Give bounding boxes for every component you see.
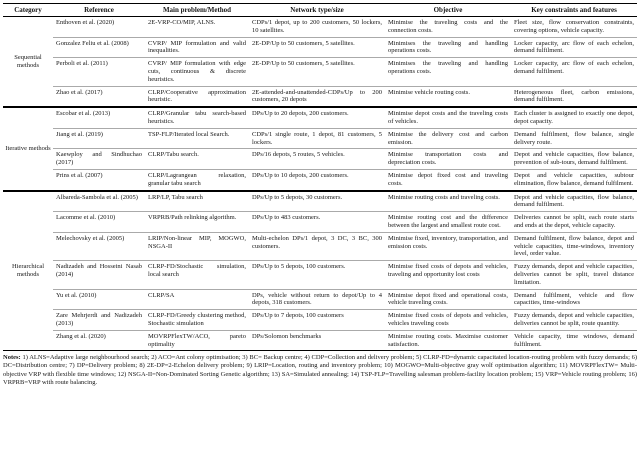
network-cell: DPs/Up to 20 depots, 200 customers.	[252, 110, 349, 118]
objective-cell: Minimises the traveling and handling operations costs.	[385, 37, 511, 58]
group-iterative-methods	[3, 107, 637, 190]
notes-label: Notes:	[3, 354, 21, 362]
reference-cell: Lacomme et al. (2010)	[53, 212, 145, 233]
network-cell: DPs/Up to 7 depots, 100 customers	[249, 310, 385, 331]
objective-cell: Minimises the traveling and handling operations costs.	[385, 58, 511, 86]
constraints-cell: Fuzzy demands, depot and vehicle capacities, deliveries cannot be split, travel distance limitation.	[511, 261, 637, 289]
method-cell: CLRP/SA	[145, 289, 249, 310]
category-cell: Hierarchical methods	[11, 263, 45, 278]
table-row	[3, 17, 637, 38]
network-cell: DPs/Up to 5 depots, 100 customers.	[249, 261, 385, 289]
constraints-cell: Fuzzy demands, depot and vehicle capacities, deliveries cannot be split, route quantity.	[511, 310, 637, 331]
objective-cell: Minimise fixed costs of depots and vehicles, vehicles traveling costs	[385, 310, 511, 331]
table-header-row	[3, 4, 637, 17]
table-row	[3, 191, 637, 212]
literature-review-table	[3, 3, 637, 351]
objective-cell: Minimise routing costs and traveling costs.	[388, 193, 500, 201]
category-cell: Iterative methods	[5, 145, 51, 152]
reference-cell: Albareda-Sambola et al. (2005)	[56, 193, 138, 201]
table-row	[3, 107, 637, 128]
constraints-cell: Locker capacity, arc flow of each echelon, demand fulfilment.	[511, 37, 637, 58]
table-row	[3, 310, 637, 331]
reference-cell: Zhang et al. (2020)	[53, 330, 145, 351]
header-objective: Objective	[385, 4, 511, 17]
network-cell: DPs, vehicle without return to depot/Up to 4 depots, 318 customers.	[249, 289, 385, 310]
table-row	[3, 128, 637, 149]
reference-cell: Prins et al. (2007)	[53, 170, 145, 191]
method-cell: CLRP/Tabu search.	[145, 149, 249, 170]
reference-cell: Yu et al. (2010)	[53, 289, 145, 310]
header-network-type-size: Network type/size	[249, 4, 385, 17]
constraints-cell: Demand fulfilment, vehicle and flow capacities, time-windows	[511, 289, 637, 310]
table-row	[3, 58, 637, 86]
group-sequential-methods	[3, 17, 637, 108]
objective-cell: Minimise depot fixed cost and traveling costs.	[385, 170, 511, 191]
network-cell: DPs/16 depots, 5 routes, 5 vehicles.	[249, 149, 385, 170]
constraints-cell: Heterogeneous fleet, carbon emissions, demand fulfilment.	[511, 86, 637, 107]
objective-cell: Minimise the traveling costs and the connection costs.	[388, 19, 508, 34]
network-cell: DPs/Solomon benchmarks	[249, 330, 385, 351]
method-cell: TSP-FLP/Iterated local Search.	[145, 128, 249, 149]
table-notes	[3, 354, 637, 387]
constraints-cell: Locker capacity, arc flow of each echelon, demand fulfilment.	[511, 58, 637, 86]
method-cell: LRIP/Non-linear MIP, MOGWO, NSGA-II	[145, 232, 249, 260]
reference-cell: Perboli et al. (2011)	[53, 58, 145, 86]
reference-cell: Enthoven et al. (2020)	[56, 19, 115, 27]
constraints-cell: Vehicle capacity, time windows, demand fulfilment.	[511, 330, 637, 351]
reference-cell: Jiang et al. (2019)	[53, 128, 145, 149]
reference-cell: Zare Mehrjerdi and Nadizadeh (2013)	[53, 310, 145, 331]
network-cell: DPs/Up to 5 depots, 30 customers.	[252, 193, 343, 201]
objective-cell: Minimise vehicle routing costs.	[385, 86, 511, 107]
network-cell: 2E-DP/Up to 50 customers, 5 satellites.	[249, 58, 385, 86]
network-cell: CDPs/1 single route, 1 depot, 81 customers, 5 lockers.	[249, 128, 385, 149]
reference-cell: Kaewploy and Sindhuchao (2017)	[53, 149, 145, 170]
constraints-cell: Depot and vehicle capacities, subtour elimination, flow balance, demand fulfilment.	[511, 170, 637, 191]
method-cell: CLRP/Granular tabu search-based heuristics.	[148, 110, 246, 126]
method-cell: CLRP/Lagrangean relaxation, granular tabu search	[145, 170, 249, 191]
constraints-cell: Depot and vehicle capacities, flow balance, demand fulfilment.	[514, 193, 634, 209]
table-row	[3, 261, 637, 289]
network-cell: 2E-DP/Up to 50 customers, 5 satellites.	[249, 37, 385, 58]
constraints-cell: Demand fulfilment, flow balance, depot and vehicle capacities, time-windows, inventory level, order value.	[511, 232, 637, 260]
objective-cell: Minimise routing costs. Maximise customer satisfaction.	[385, 330, 511, 351]
method-cell: CVRP/ MIP formulation and valid inequalities.	[145, 37, 249, 58]
header-main-problem-method: Main problem/Method	[145, 4, 249, 17]
objective-cell: Minimise transportation costs and depreciation costs.	[385, 149, 511, 170]
header-reference: Reference	[53, 4, 145, 17]
reference-cell: Gonzalez Feliu et al. (2008)	[53, 37, 145, 58]
method-cell: CLRP-FD/Greedy clustering method, Stochastic simulation	[145, 310, 249, 331]
table-row	[3, 86, 637, 107]
reference-cell: Melechovsky et al. (2005)	[53, 232, 145, 260]
constraints-cell: Depot and vehicle capacities, flow balance, prevention of sub-tours, demand fulfilment.	[511, 149, 637, 170]
objective-cell: Minimise depot costs and the traveling costs of vehicles.	[388, 110, 508, 126]
network-cell: DPs/Up to 483 customers.	[249, 212, 385, 233]
objective-cell: Minimise fixed costs of depots and vehicles, traveling and opportunity lost costs	[385, 261, 511, 289]
method-cell: MOVRPFlexTW/ACO, pareto optimality	[145, 330, 249, 351]
objective-cell: Minimise fixed, inventory, transportation, and emission costs.	[385, 232, 511, 260]
table-row	[3, 330, 637, 351]
reference-cell: Nadizadeh and Hosseini Nasab (2014)	[53, 261, 145, 289]
table-row	[3, 37, 637, 58]
network-cell: CDPs/1 depot, up to 200 customers, 50 lockers, 10 satellites.	[252, 19, 382, 34]
network-cell: DPs/Up to 10 depots, 200 customers.	[249, 170, 385, 191]
constraints-cell: Demand fulfilment, flow balance, single delivery route.	[511, 128, 637, 149]
objective-cell: Minimise depot fixed and operational costs, vehicle traveling costs.	[385, 289, 511, 310]
method-cell: CLRP/Cooperative approximation heuristic.	[145, 86, 249, 107]
notes-text: 1) ALNS=Adaptive large neighbourhood search; 2) ACO=Ant colony optimisation; 3) BC= Backup centre; 4) CDP=Collection and delivery problem; 5) CLRP-FD=dynamic capacitated location-routing problem with fuzzy demands; 6) DC=Distribution centre; 7) DP=Delivery problem; 8) 2E-DP=2-Echelon delivery problem; 9) LRIP=Location, routing and inventory problem; 10) MOGWO=Multi-objective gray wolf optimisation algorithm; 11) MOVRPFlexTW= Multi-objective VRP with flexible time windows; 12) NSGA-II=Non-Dominated Sorting Genetic algorithm; 13) SA=Simulated annealing; 14) TSP-FLP=Travelling salesman problem-facility location problem; 15) VRP=Vehicle routing problem; 16) VRPRB=VRP with route balancing.	[3, 354, 638, 386]
header-category: Category	[3, 4, 53, 17]
method-cell: VRPRB/Path relinking algorithm.	[145, 212, 249, 233]
table-row	[3, 212, 637, 233]
method-cell: 2E-VRP-CO/MIP, ALNS.	[148, 19, 216, 27]
group-hierarchical-methods	[3, 191, 637, 351]
constraints-cell: Fleet size, flow conservation constraints, covering options, vehicle capacity.	[514, 19, 634, 34]
category-cell: Sequential methods	[14, 53, 42, 69]
method-cell: CVRP/ MIP formulation with edge cuts, continuous & discrete heuristics.	[145, 58, 249, 86]
constraints-cell: Deliveries cannot be split, each route starts and ends at the depot, vehicle capacity.	[511, 212, 637, 233]
header-key-constraints: Key constraints and features	[511, 4, 637, 17]
constraints-cell: Each cluster is assigned to exactly one depot, depot capacity.	[514, 110, 634, 126]
table-row	[3, 170, 637, 191]
network-cell: 2E-attended-and-unattended-CDPs/Up to 200 customers, 20 depots	[249, 86, 385, 107]
table-row	[3, 149, 637, 170]
objective-cell: Minimise routing cost and the difference between the largest and smallest route cost.	[385, 212, 511, 233]
method-cell: CLRP-FD/Stochastic simulation, local search	[145, 261, 249, 289]
table-row	[3, 232, 637, 260]
network-cell: Multi-echelon DPs/1 depot, 3 DC, 3 BC, 300 customers.	[249, 232, 385, 260]
reference-cell: Zhao et al. (2017)	[53, 86, 145, 107]
table-row	[3, 289, 637, 310]
method-cell: LRP/LP, Tabu search	[148, 193, 203, 201]
objective-cell: Minimise the delivery cost and carbon emission.	[385, 128, 511, 149]
reference-cell: Escobar et al. (2013)	[56, 110, 111, 118]
